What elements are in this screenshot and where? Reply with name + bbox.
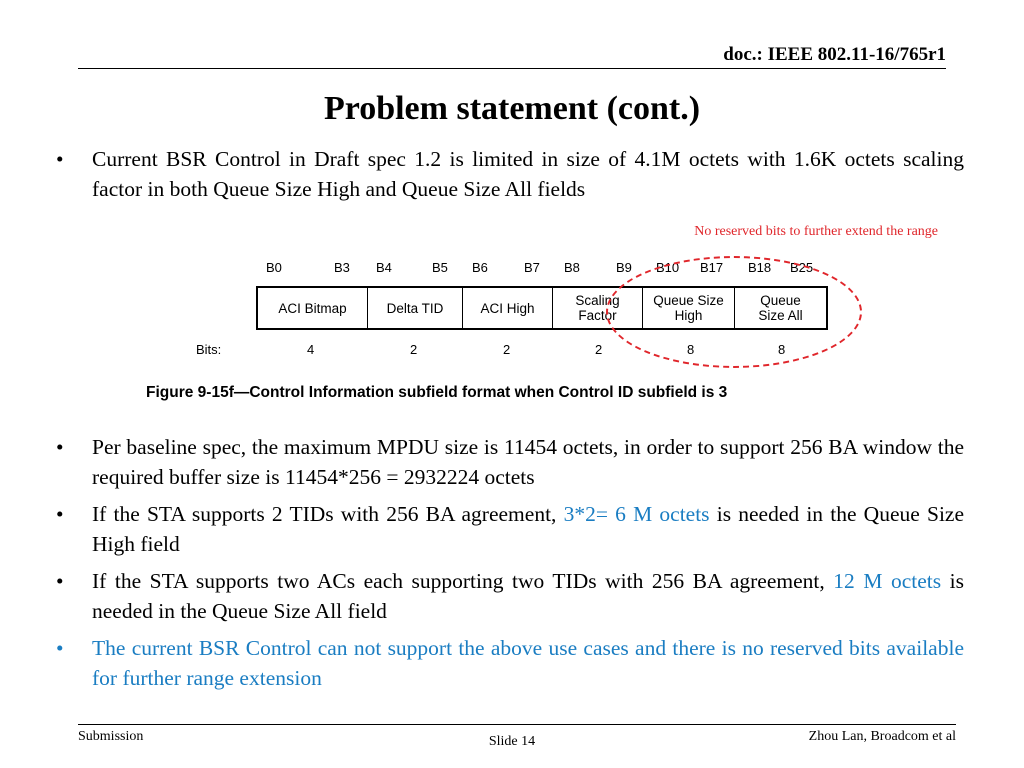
bullet-highlight: 12 M octets [833,569,942,593]
bullet-list-bottom [56,432,964,700]
bullet-dot: • [56,147,64,171]
bit-label: B10 [656,260,680,275]
bit-label: B9 [616,260,632,275]
bit-label: B25 [790,260,814,275]
field-aci-bitmap: ACI Bitmap [258,288,368,328]
bullet-item [56,566,964,626]
bit-label: B6 [472,260,488,275]
bit-label: B0 [266,260,282,275]
field-delta-tid: Delta TID [368,288,463,328]
bullet-text-post: is needed in the Queue Size All field [92,569,964,623]
field-queue-size-high: Queue Size High [643,288,735,328]
bits-value: 4 [307,342,315,357]
footer-submission: Submission [78,729,144,744]
bullet-text-pre: If the STA supports 2 TIDs with 256 BA agreement, [92,502,564,526]
bits-value: 8 [778,342,786,357]
bullet-dot: • [56,636,64,660]
bit-label: B5 [432,260,448,275]
field-scaling-factor: Scaling Factor [553,288,643,328]
bullet-text: The current BSR Control can not support the above use cases and there is no reserved bits available for further range extension [92,636,964,690]
figure-caption: Figure 9-15f—Control Information subfield format when Control ID subfield is 3 [146,384,728,401]
bits-value: 2 [503,342,511,357]
highlight-ellipse [606,256,862,368]
bit-label: B17 [700,260,724,275]
bullet-item [56,432,964,492]
bullet-text: Per baseline spec, the maximum MPDU size is 11454 octets, in order to support 256 BA window the required buffer size is 11454*256 = 2932224 octets [92,435,964,489]
bit-label: B8 [564,260,580,275]
bullet-highlight: 3*2= 6 M octets [563,502,710,526]
bits-label: Bits: [196,342,222,357]
bits-value: 2 [410,342,418,357]
bottom-rule [78,724,956,725]
bullet-dot: • [56,569,64,593]
field-queue-size-all: Queue Size All [758,293,803,323]
bits-value: 2 [595,342,603,357]
bullet-item [56,499,964,559]
field-aci-high: ACI High [463,288,553,328]
bullet-text-post: is needed in the Queue Size High field [92,502,964,556]
doc-id: doc.: IEEE 802.11-16/765r1 [723,44,946,65]
slide-title: Problem statement (cont.) [323,90,701,127]
bit-label: B3 [334,260,350,275]
bits-value: 8 [687,342,695,357]
annotation-note: No reserved bits to further extend the range [694,224,938,239]
bit-label: B7 [524,260,540,275]
top-rule [78,68,946,69]
bullet-text-pre: If the STA supports two ACs each supporting two TIDs with 256 BA agreement, [92,569,834,593]
footer-slide-number: Slide 14 [488,734,536,749]
bullet-dot: • [56,435,64,459]
bullet-list-top [56,144,964,211]
bit-label: B18 [748,260,772,275]
bullet-item [56,144,964,204]
bullet-text: Current BSR Control in Draft spec 1.2 is limited in size of 4.1M octets with 1.6K octets scaling factor in both Queue Size High and Queue Size All fields [92,147,964,201]
bit-label: B4 [376,260,392,275]
bullet-dot: • [56,502,64,526]
bullet-item [56,633,964,693]
footer-author: Zhou Lan, Broadcom et al [808,729,956,744]
